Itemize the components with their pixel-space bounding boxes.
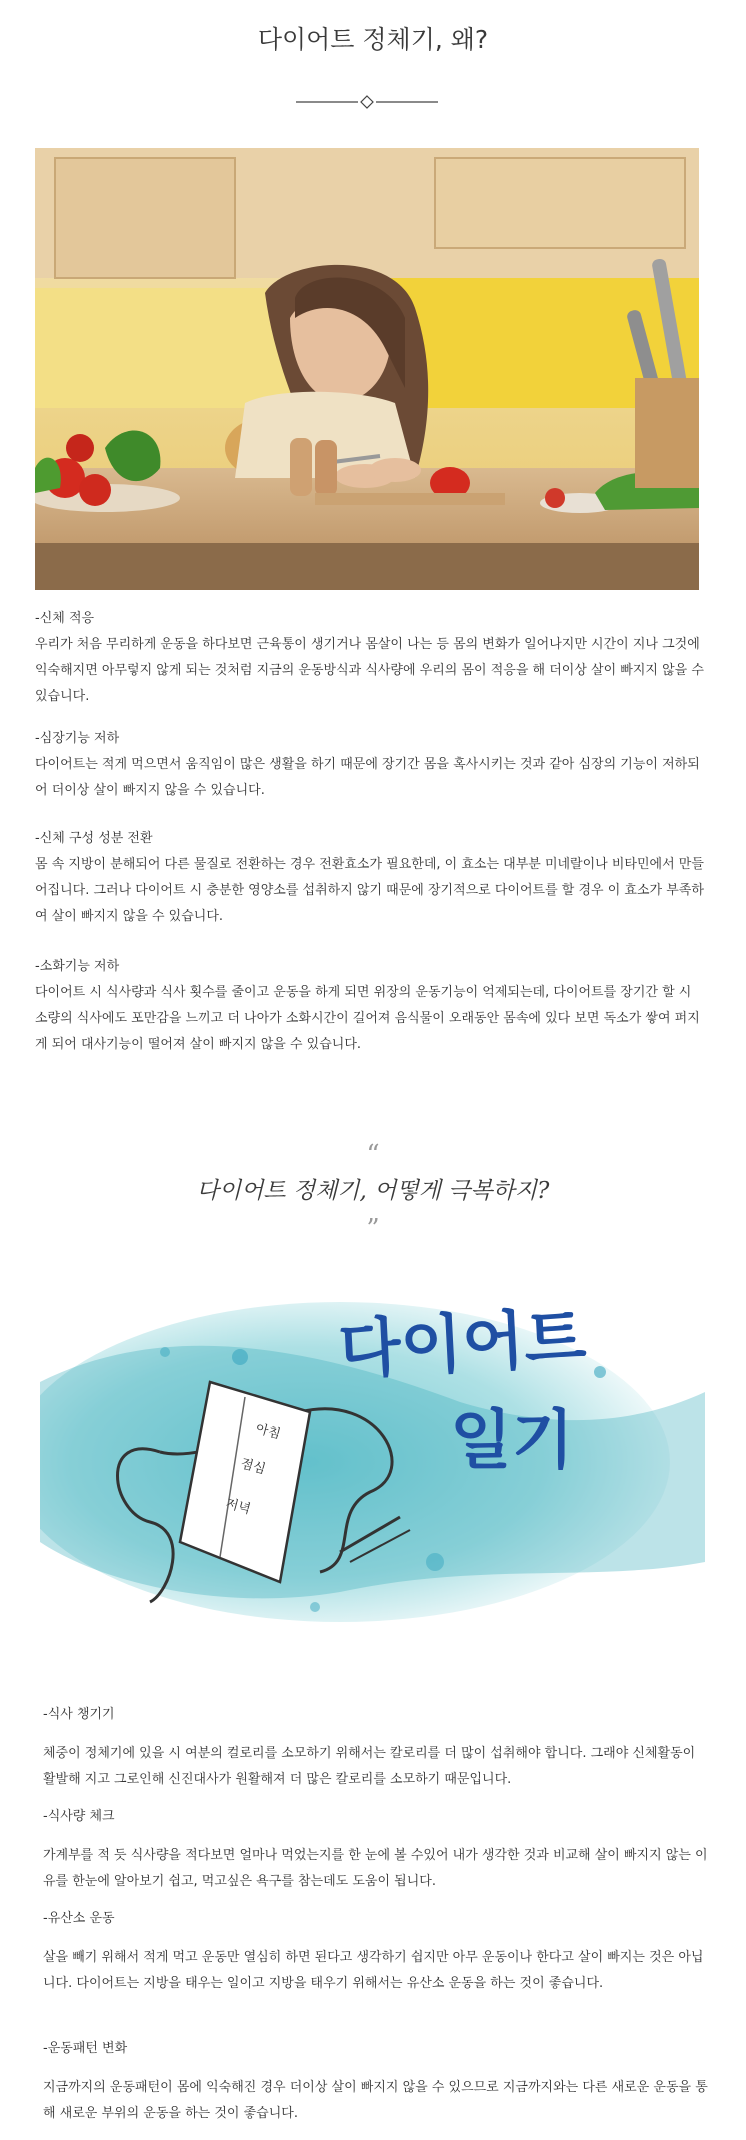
section-title-how: 다이어트 정체기, 어떻게 극복하지? [196, 1178, 550, 1204]
section-title-why: 다이어트 정체기, 왜? [257, 25, 489, 54]
reason-body: 우리가 처음 무리하게 운동을 하다보면 근육통이 생기거나 몸살이 나는 등 몸의 변화가 일어나지만 시간이 지나 그것에 익숙해지면 아무렇지 않게 되는 것처럼 지금의 운동방식과 식사량에 우리의 몸이 적응을 해 더이상 살이 빠지지 않을 수 있습니다. [35, 637, 704, 704]
tip-heading: -유산소 운동 [43, 1911, 115, 1926]
reason-body: 다이어트는 적게 먹으면서 움직임이 많은 생활을 하기 때문에 장기간 몸을 혹사시키는 것과 같아 심장의 기능이 저하되어 더이상 살이 빠지지 않을 수 있습니다. [35, 757, 700, 798]
reason-block-2 [35, 726, 705, 804]
diet-diary-illustration [40, 1262, 705, 1647]
tip-block-4 [43, 2036, 708, 2140]
ornament-divider [296, 95, 438, 109]
reason-heading: -신체 구성 성분 전환 [35, 831, 153, 846]
open-quote-mark: “ [366, 1140, 380, 1170]
reason-heading: -심장기능 저하 [35, 731, 120, 746]
reason-heading: -소화기능 저하 [35, 959, 120, 974]
reason-block-3 [35, 826, 705, 930]
tip-heading: -식사 챙기기 [43, 1707, 115, 1722]
reason-block-1 [35, 606, 705, 710]
notebook-text-lunch: 점심 [238, 1456, 268, 1478]
reason-body: 몸 속 지방이 분해되어 다른 물질로 전환하는 경우 전환효소가 필요한데, 이 효소는 대부분 미네랄이나 비타민에서 만들어집니다. 그러나 다이어트 시 충분한 영양소를 섭취하지 않기 때문에 장기적으로 다이어트를 할 경우 이 효소가 부족하여 살이 빠지지 않을 수 있습니다. [35, 857, 704, 924]
tip-heading: -식사량 체크 [43, 1809, 115, 1824]
close-quote-mark: ” [366, 1214, 380, 1244]
woman-cooking-photo [35, 148, 699, 590]
reason-block-4 [35, 954, 705, 1058]
tip-body: 살을 빼기 위해서 적게 먹고 운동만 열심히 하면 된다고 생각하기 쉽지만 아무 운동이나 한다고 살이 빠지는 것은 아닙니다. 다이어트는 지방을 태우는 일이고 지방을 태우기 위해서는 유산소 운동을 하는 것이 좋습니다. [43, 1950, 704, 1991]
tip-block-3 [43, 1906, 708, 2010]
diet-diary-title-line2: 일기 [450, 1403, 574, 1478]
tip-block-2 [43, 1804, 708, 1908]
reason-heading: -신체 적응 [35, 611, 95, 626]
tip-heading: -운동패턴 변화 [43, 2041, 128, 2056]
reason-body: 다이어트 시 식사량과 식사 횟수를 줄이고 운동을 하게 되면 위장의 운동기능이 억제되는데, 다이어트를 장기간 할 시 소량의 식사에도 포만감을 느끼고 더 나아가 소화시간이 길어져 음식물이 오래동안 몸속에 있다 보면 독소가 쌓여 퍼지게 되어 대사기능이 떨어져 살이 빠지지 않을 수 있습니다. [35, 985, 700, 1052]
notebook-text-breakfast: 아침 [253, 1421, 283, 1443]
notebook-text-dinner: 저녁 [223, 1496, 253, 1518]
tip-body: 가계부를 적 듯 식사량을 적다보면 얼마나 먹었는지를 한 눈에 볼 수있어 내가 생각한 것과 비교해 살이 빠지지 않는 이유를 한눈에 알아보기 쉽고, 먹고싶은 욕구를 참는데도 도움이 됩니다. [43, 1848, 708, 1889]
tip-body: 지금까지의 운동패턴이 몸에 익숙해진 경우 더이상 살이 빠지지 않을 수 있으므로 지금까지와는 다른 새로운 운동을 통해 새로운 부위의 운동을 하는 것이 좋습니다. [43, 2080, 708, 2121]
tip-block-1 [43, 1702, 708, 1806]
tip-body: 체중이 정체기에 있을 시 여분의 컬로리를 소모하기 위해서는 칼로리를 더 많이 섭취해야 합니다. 그래야 신체활동이 활발해 지고 그로인해 신진대사가 원활해져 더 많은 칼로리를 소모하기 때문입니다. [43, 1746, 696, 1787]
diet-diary-title-line1: 다이어트 [336, 1300, 588, 1388]
